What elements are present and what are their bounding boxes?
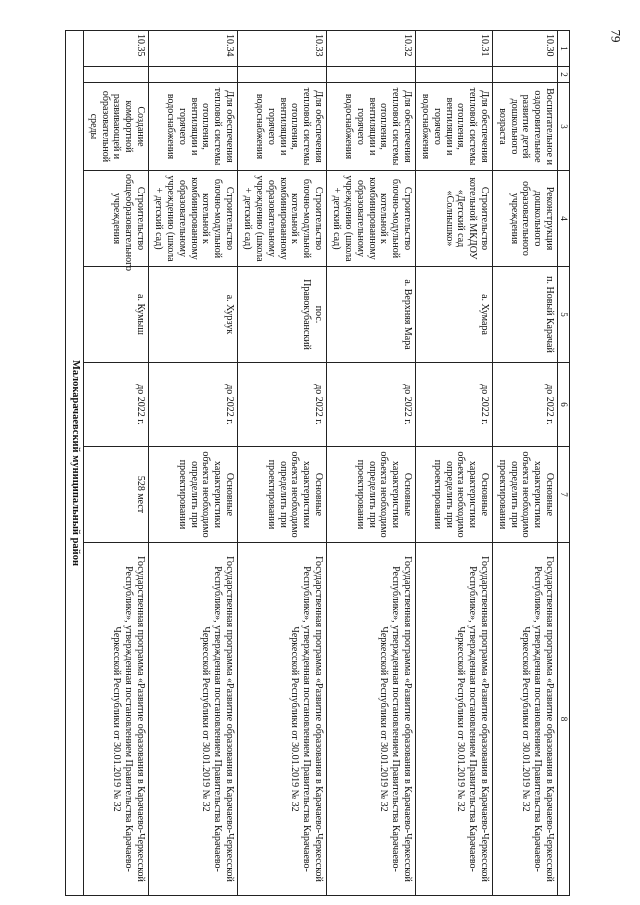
row-term: до 2022 г. <box>416 363 493 447</box>
table-row <box>416 31 493 896</box>
row-col2 <box>84 67 149 83</box>
row-term: до 2022 г. <box>149 363 238 447</box>
row-number: 10.31 <box>416 31 493 67</box>
row-basis: Государственная программа «Развитие образования в Карачаево-Черкесской Республике», утвержденная постановлением Правительства Карачаево-Черкесской Республики от 30.01.2019 № 32 <box>149 543 238 896</box>
row-basis: Государственная программа «Развитие образования в Карачаево-Черкесской Республике», утвержденная постановлением Правительства Карачаево-Черкесской Республики от 30.01.2019 № 32 <box>493 543 558 896</box>
row-purpose: Для обеспечения тепловой системы отопления, вентиляции и горячего водоснабжения <box>327 83 416 171</box>
rotated-table-container <box>65 30 570 895</box>
row-characteristics: Основные характеристики объекта необходимо определить при проектировании <box>493 447 558 543</box>
page-number: 79 <box>608 29 624 43</box>
column-header: 1 <box>558 31 570 67</box>
row-basis: Государственная программа «Развитие образования в Карачаево-Черкесской Республике», утвержденная постановлением Правительства Карачаево-Черкесской Республики от 30.01.2019 № 32 <box>84 543 149 896</box>
row-characteristics: 528 мест <box>84 447 149 543</box>
row-number: 10.33 <box>238 31 327 67</box>
row-col2 <box>327 67 416 83</box>
column-header: 4 <box>558 171 570 267</box>
table-row <box>238 31 327 896</box>
row-col2 <box>149 67 238 83</box>
row-location: а. Хумара <box>416 267 493 363</box>
row-object: Строительство котельной МКДОУ «Детский сад «Солнышко» <box>416 171 493 267</box>
column-header: 5 <box>558 267 570 363</box>
row-basis: Государственная программа «Развитие образования в Карачаево-Черкесской Республике», утвержденная постановлением Правительства Карачаево-Черкесской Республики от 30.01.2019 № 32 <box>416 543 493 896</box>
row-term: до 2022 г. <box>493 363 558 447</box>
row-purpose: Для обеспечения тепловой системы отопления, вентиляции и горячего водоснабжения <box>238 83 327 171</box>
row-location: пос. Правокубанский <box>238 267 327 363</box>
row-location: а. Кумыш <box>84 267 149 363</box>
row-location: а. Верхняя Мара <box>327 267 416 363</box>
column-number-row <box>558 31 570 896</box>
region-heading: Малокарачаевский муниципальный район <box>66 31 84 896</box>
table-row <box>493 31 558 896</box>
column-header: 7 <box>558 447 570 543</box>
row-number: 10.35 <box>84 31 149 67</box>
row-object: Строительство блочно-модульной котельной к комбинированному образовательному учреждению (школа + детский сад) <box>238 171 327 267</box>
row-location: п. Новый Карачай <box>493 267 558 363</box>
region-row <box>66 31 84 896</box>
planning-objects-table <box>65 30 570 896</box>
table-row <box>149 31 238 896</box>
row-term: до 2022 г. <box>327 363 416 447</box>
row-characteristics: Основные характеристики объекта необходимо определить при проектировании <box>327 447 416 543</box>
column-header: 6 <box>558 363 570 447</box>
column-header: 3 <box>558 83 570 171</box>
row-characteristics: Основные характеристики объекта необходимо определить при проектировании <box>149 447 238 543</box>
row-basis: Государственная программа «Развитие образования в Карачаево-Черкесской Республике», утвержденная постановлением Правительства Карачаево-Черкесской Республики от 30.01.2019 № 32 <box>327 543 416 896</box>
row-term: до 2022 г. <box>238 363 327 447</box>
row-object: Реконструкция дошкольного образовательного учреждения <box>493 171 558 267</box>
row-object: Строительство блочно-модульной котельной к комбинированному образовательному учреждению (школа + детский сад) <box>327 171 416 267</box>
row-purpose: Для обеспечения тепловой системы отопления, вентиляции и горячего водоснабжения <box>416 83 493 171</box>
row-purpose: Создание комфортной развивающей и образовательной среды <box>84 83 149 171</box>
row-object: Строительство блочно-модульной котельной к комбинированному образовательному учреждению (школа + детский сад) <box>149 171 238 267</box>
row-object: Строительство общеобразовательного учреждения <box>84 171 149 267</box>
row-number: 10.34 <box>149 31 238 67</box>
row-characteristics: Основные характеристики объекта необходимо определить при проектировании <box>238 447 327 543</box>
row-characteristics: Основные характеристики объекта необходимо определить при проектировании <box>416 447 493 543</box>
row-basis: Государственная программа «Развитие образования в Карачаево-Черкесской Республике», утвержденная постановлением Правительства Карачаево-Черкесской Республики от 30.01.2019 № 32 <box>238 543 327 896</box>
row-number: 10.30 <box>493 31 558 67</box>
table-row <box>84 31 149 896</box>
row-number: 10.32 <box>327 31 416 67</box>
row-col2 <box>493 67 558 83</box>
column-header: 2 <box>558 67 570 83</box>
row-purpose: Воспитательное и оздоровительное развитие детей дошкольного возраста <box>493 83 558 171</box>
row-purpose: Для обеспечения тепловой системы отопления, вентиляции и горячего водоснабжения <box>149 83 238 171</box>
row-term: до 2022 г. <box>84 363 149 447</box>
table-row <box>327 31 416 896</box>
row-col2 <box>416 67 493 83</box>
column-header: 8 <box>558 543 570 896</box>
row-location: а. Хурзук <box>149 267 238 363</box>
row-col2 <box>238 67 327 83</box>
